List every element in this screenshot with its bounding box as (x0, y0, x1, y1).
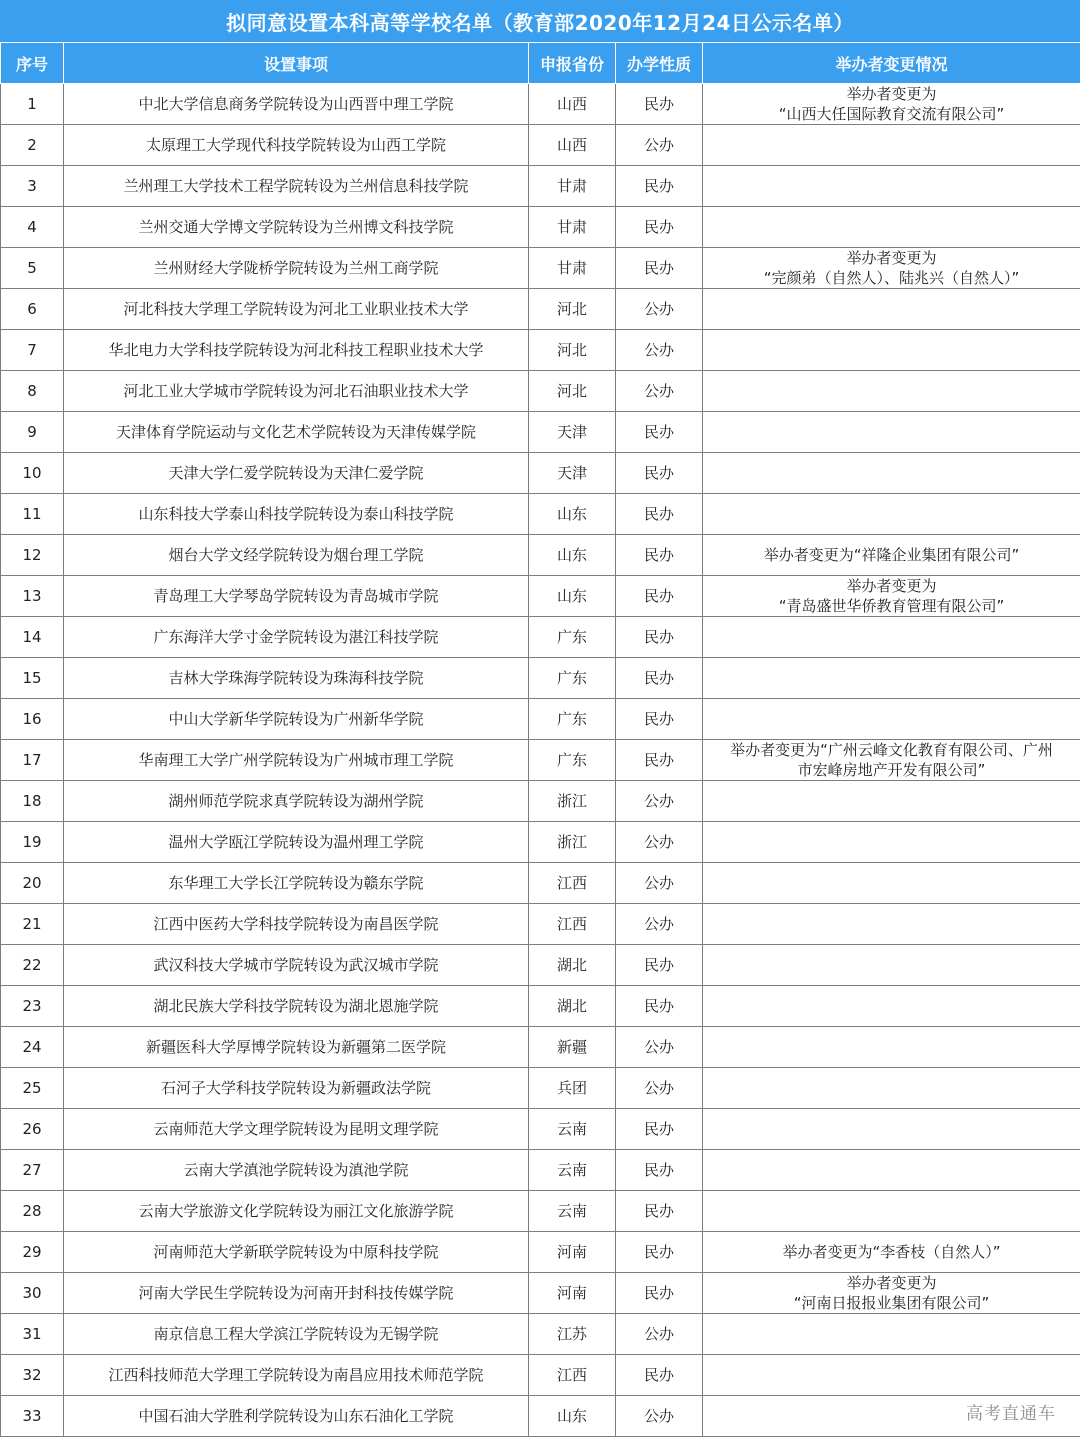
row-item: 武汉科技大学城市学院转设为武汉城市学院 (64, 945, 529, 986)
row-province: 湖北 (529, 945, 616, 986)
row-index: 28 (1, 1191, 64, 1232)
row-item: 天津大学仁爱学院转设为天津仁爱学院 (64, 453, 529, 494)
table-row (1, 1314, 1080, 1355)
row-item: 河南大学民生学院转设为河南开封科技传媒学院 (64, 1273, 529, 1314)
row-province: 江西 (529, 904, 616, 945)
table-row (1, 740, 1080, 781)
row-type: 民办 (616, 617, 703, 658)
row-index: 17 (1, 740, 64, 781)
row-index: 26 (1, 1109, 64, 1150)
sponsor-change-line: “完颜弟（自然人）、陆兆兴（自然人）” (763, 269, 1020, 287)
row-item: 河南师范大学新联学院转设为中原科技学院 (64, 1232, 529, 1273)
table-row (1, 166, 1080, 207)
row-item: 山东科技大学泰山科技学院转设为泰山科技学院 (64, 494, 529, 535)
row-item: 云南大学滇池学院转设为滇池学院 (64, 1150, 529, 1191)
table-row (1, 1027, 1080, 1068)
row-sponsor-change (703, 740, 1080, 781)
row-item: 烟台大学文经学院转设为烟台理工学院 (64, 535, 529, 576)
row-item: 天津体育学院运动与文化艺术学院转设为天津传媒学院 (64, 412, 529, 453)
row-index: 2 (1, 125, 64, 166)
row-index: 18 (1, 781, 64, 822)
row-province: 江西 (529, 1355, 616, 1396)
schools-table (0, 42, 1080, 1437)
row-sponsor-change (703, 1273, 1080, 1314)
row-type: 公办 (616, 1027, 703, 1068)
row-index: 11 (1, 494, 64, 535)
row-type: 民办 (616, 248, 703, 289)
row-sponsor-change (703, 1109, 1080, 1150)
table-row (1, 617, 1080, 658)
row-sponsor-change (703, 330, 1080, 371)
row-province: 山西 (529, 125, 616, 166)
table-row (1, 1191, 1080, 1232)
row-item: 华北电力大学科技学院转设为河北科技工程职业技术大学 (64, 330, 529, 371)
row-index: 19 (1, 822, 64, 863)
row-sponsor-change (703, 699, 1080, 740)
table-row (1, 1355, 1080, 1396)
table-row (1, 1232, 1080, 1273)
row-item: 吉林大学珠海学院转设为珠海科技学院 (64, 658, 529, 699)
row-province: 浙江 (529, 822, 616, 863)
row-index: 27 (1, 1150, 64, 1191)
row-province: 甘肃 (529, 166, 616, 207)
row-index: 12 (1, 535, 64, 576)
row-sponsor-change (703, 1068, 1080, 1109)
row-item: 江西中医药大学科技学院转设为南昌医学院 (64, 904, 529, 945)
row-sponsor-change (703, 371, 1080, 412)
row-item: 湖北民族大学科技学院转设为湖北恩施学院 (64, 986, 529, 1027)
row-index: 3 (1, 166, 64, 207)
table-row (1, 863, 1080, 904)
row-item: 太原理工大学现代科技学院转设为山西工学院 (64, 125, 529, 166)
table-row (1, 289, 1080, 330)
row-item: 石河子大学科技学院转设为新疆政法学院 (64, 1068, 529, 1109)
row-index: 32 (1, 1355, 64, 1396)
row-type: 公办 (616, 822, 703, 863)
row-province: 云南 (529, 1109, 616, 1150)
row-type: 民办 (616, 84, 703, 125)
row-type: 公办 (616, 1314, 703, 1355)
sponsor-change-line: “河南日报报业集团有限公司” (793, 1294, 990, 1312)
row-sponsor-change (703, 945, 1080, 986)
row-province: 天津 (529, 412, 616, 453)
row-type: 公办 (616, 125, 703, 166)
row-type: 民办 (616, 1273, 703, 1314)
row-sponsor-change (703, 1191, 1080, 1232)
row-sponsor-change (703, 904, 1080, 945)
sponsor-change-line: 市宏峰房地产开发有限公司” (797, 761, 986, 779)
row-type: 民办 (616, 166, 703, 207)
row-province: 广东 (529, 658, 616, 699)
row-index: 24 (1, 1027, 64, 1068)
row-sponsor-change (703, 658, 1080, 699)
row-index: 22 (1, 945, 64, 986)
row-sponsor-change (703, 125, 1080, 166)
row-type: 公办 (616, 289, 703, 330)
row-province: 河北 (529, 371, 616, 412)
row-sponsor-change (703, 1150, 1080, 1191)
row-sponsor-change (703, 289, 1080, 330)
table-row (1, 986, 1080, 1027)
row-item: 兰州财经大学陇桥学院转设为兰州工商学院 (64, 248, 529, 289)
table-row (1, 494, 1080, 535)
row-type: 公办 (616, 371, 703, 412)
row-province: 甘肃 (529, 248, 616, 289)
row-province: 浙江 (529, 781, 616, 822)
row-sponsor-change (703, 1355, 1080, 1396)
sponsor-change-line: 举办者变更为 (846, 1274, 937, 1292)
table-row (1, 453, 1080, 494)
row-item: 中山大学新华学院转设为广州新华学院 (64, 699, 529, 740)
row-index: 14 (1, 617, 64, 658)
row-item: 江西科技师范大学理工学院转设为南昌应用技术师范学院 (64, 1355, 529, 1396)
table-row (1, 412, 1080, 453)
row-type: 民办 (616, 1150, 703, 1191)
row-index: 7 (1, 330, 64, 371)
row-item: 云南师范大学文理学院转设为昆明文理学院 (64, 1109, 529, 1150)
row-index: 5 (1, 248, 64, 289)
row-type: 公办 (616, 781, 703, 822)
row-type: 民办 (616, 1355, 703, 1396)
table-row (1, 371, 1080, 412)
row-province: 江西 (529, 863, 616, 904)
row-type: 公办 (616, 330, 703, 371)
row-province: 河南 (529, 1273, 616, 1314)
row-sponsor-change (703, 576, 1080, 617)
row-province: 河北 (529, 289, 616, 330)
row-sponsor-change (703, 1314, 1080, 1355)
row-item: 东华理工大学长江学院转设为赣东学院 (64, 863, 529, 904)
table-row (1, 330, 1080, 371)
row-province: 河北 (529, 330, 616, 371)
row-item: 新疆医科大学厚博学院转设为新疆第二医学院 (64, 1027, 529, 1068)
row-index: 15 (1, 658, 64, 699)
header-sponsor-change: 举办者变更情况 (703, 43, 1080, 84)
row-province: 天津 (529, 453, 616, 494)
row-sponsor-change (703, 494, 1080, 535)
row-province: 山东 (529, 494, 616, 535)
table-row (1, 699, 1080, 740)
row-sponsor-change (703, 412, 1080, 453)
row-province: 河南 (529, 1232, 616, 1273)
table-row (1, 207, 1080, 248)
sponsor-change-line: 举办者变更为“广州云峰文化教育有限公司、广州 (730, 741, 1053, 759)
row-type: 民办 (616, 576, 703, 617)
row-item: 云南大学旅游文化学院转设为丽江文化旅游学院 (64, 1191, 529, 1232)
row-index: 20 (1, 863, 64, 904)
table-row (1, 1068, 1080, 1109)
sponsor-change-line: 举办者变更为“李香枝（自然人）” (782, 1243, 1001, 1261)
row-item: 温州大学瓯江学院转设为温州理工学院 (64, 822, 529, 863)
row-province: 山东 (529, 535, 616, 576)
row-index: 8 (1, 371, 64, 412)
table-row (1, 945, 1080, 986)
row-item: 青岛理工大学琴岛学院转设为青岛城市学院 (64, 576, 529, 617)
header-row (1, 43, 1080, 84)
row-index: 9 (1, 412, 64, 453)
row-sponsor-change (703, 781, 1080, 822)
row-type: 公办 (616, 1068, 703, 1109)
sponsor-change-line: 举办者变更为“祥隆企业集团有限公司” (763, 546, 1020, 564)
row-type: 民办 (616, 986, 703, 1027)
row-type: 民办 (616, 740, 703, 781)
header-type: 办学性质 (616, 43, 703, 84)
row-index: 13 (1, 576, 64, 617)
sponsor-change-line: “山西大任国际教育交流有限公司” (778, 105, 1005, 123)
row-sponsor-change (703, 453, 1080, 494)
row-province: 甘肃 (529, 207, 616, 248)
table-row (1, 84, 1080, 125)
row-province: 兵团 (529, 1068, 616, 1109)
row-index: 16 (1, 699, 64, 740)
row-type: 公办 (616, 1396, 703, 1437)
table-title: 拟同意设置本科高等学校名单（教育部2020年12月24日公示名单） (0, 0, 1080, 42)
row-province: 湖北 (529, 986, 616, 1027)
table-row (1, 576, 1080, 617)
row-sponsor-change (703, 1232, 1080, 1273)
row-index: 1 (1, 84, 64, 125)
table-row (1, 1150, 1080, 1191)
sponsor-change-line: “青岛盛世华侨教育管理有限公司” (778, 597, 1005, 615)
row-sponsor-change (703, 617, 1080, 658)
row-type: 民办 (616, 494, 703, 535)
row-sponsor-change (703, 84, 1080, 125)
row-item: 河北工业大学城市学院转设为河北石油职业技术大学 (64, 371, 529, 412)
table-row (1, 822, 1080, 863)
row-index: 4 (1, 207, 64, 248)
row-index: 10 (1, 453, 64, 494)
table-row (1, 904, 1080, 945)
row-province: 新疆 (529, 1027, 616, 1068)
row-province: 广东 (529, 740, 616, 781)
row-province: 广东 (529, 699, 616, 740)
row-type: 民办 (616, 453, 703, 494)
sponsor-change-line: 举办者变更为 (846, 577, 937, 595)
row-province: 山西 (529, 84, 616, 125)
row-province: 江苏 (529, 1314, 616, 1355)
row-type: 公办 (616, 904, 703, 945)
table-row (1, 781, 1080, 822)
sponsor-change-line: 举办者变更为 (846, 85, 937, 103)
row-index: 30 (1, 1273, 64, 1314)
table-row (1, 535, 1080, 576)
row-item: 兰州交通大学博文学院转设为兰州博文科技学院 (64, 207, 529, 248)
row-province: 广东 (529, 617, 616, 658)
row-sponsor-change (703, 986, 1080, 1027)
row-province: 山东 (529, 1396, 616, 1437)
row-index: 33 (1, 1396, 64, 1437)
table-row (1, 1109, 1080, 1150)
table-row (1, 248, 1080, 289)
row-type: 民办 (616, 1232, 703, 1273)
row-item: 广东海洋大学寸金学院转设为湛江科技学院 (64, 617, 529, 658)
row-type: 民办 (616, 1109, 703, 1150)
row-sponsor-change (703, 207, 1080, 248)
row-item: 南京信息工程大学滨江学院转设为无锡学院 (64, 1314, 529, 1355)
row-type: 民办 (616, 1191, 703, 1232)
row-index: 25 (1, 1068, 64, 1109)
row-type: 民办 (616, 699, 703, 740)
row-sponsor-change (703, 822, 1080, 863)
row-type: 民办 (616, 207, 703, 248)
sponsor-change-line: 举办者变更为 (846, 249, 937, 267)
row-item: 兰州理工大学技术工程学院转设为兰州信息科技学院 (64, 166, 529, 207)
row-province: 山东 (529, 576, 616, 617)
row-province: 云南 (529, 1191, 616, 1232)
row-index: 31 (1, 1314, 64, 1355)
row-index: 21 (1, 904, 64, 945)
row-item: 中国石油大学胜利学院转设为山东石油化工学院 (64, 1396, 529, 1437)
row-item: 河北科技大学理工学院转设为河北工业职业技术大学 (64, 289, 529, 330)
row-sponsor-change (703, 863, 1080, 904)
row-index: 23 (1, 986, 64, 1027)
row-province: 云南 (529, 1150, 616, 1191)
row-index: 29 (1, 1232, 64, 1273)
row-type: 民办 (616, 535, 703, 576)
row-type: 民办 (616, 945, 703, 986)
table-row (1, 1273, 1080, 1314)
table-row (1, 125, 1080, 166)
row-type: 公办 (616, 863, 703, 904)
row-item: 中北大学信息商务学院转设为山西晋中理工学院 (64, 84, 529, 125)
header-item: 设置事项 (64, 43, 529, 84)
row-type: 民办 (616, 412, 703, 453)
row-index: 6 (1, 289, 64, 330)
row-item: 湖州师范学院求真学院转设为湖州学院 (64, 781, 529, 822)
row-sponsor-change (703, 166, 1080, 207)
row-sponsor-change (703, 535, 1080, 576)
watermark: 高考直通车 (966, 1404, 1056, 1424)
table-row (1, 658, 1080, 699)
table-row (1, 1396, 1080, 1437)
header-index: 序号 (1, 43, 64, 84)
row-type: 民办 (616, 658, 703, 699)
row-item: 华南理工大学广州学院转设为广州城市理工学院 (64, 740, 529, 781)
row-sponsor-change (703, 1027, 1080, 1068)
header-province: 申报省份 (529, 43, 616, 84)
row-sponsor-change (703, 248, 1080, 289)
